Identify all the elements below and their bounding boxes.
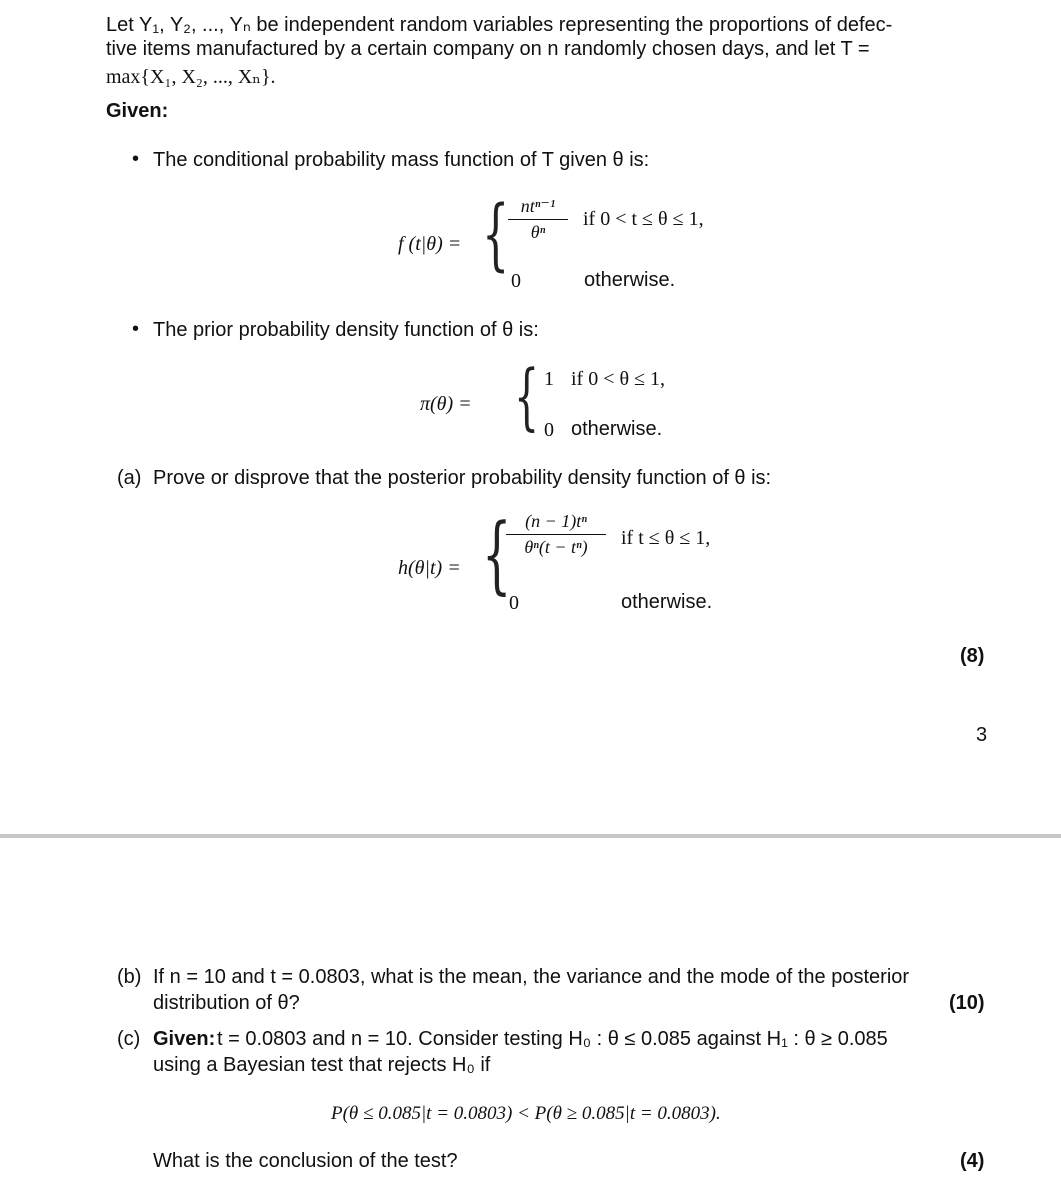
- left-brace-icon: {: [482, 505, 512, 603]
- page-number: 3: [976, 724, 988, 746]
- pmf-numerator: ntⁿ⁻¹: [520, 196, 556, 216]
- prior-lhs: π(θ) =: [420, 393, 472, 415]
- part-c-marks: (4): [960, 1150, 985, 1172]
- part-b-line-2: distribution of θ?: [153, 992, 300, 1014]
- fraction-bar: [506, 534, 606, 535]
- left-brace-icon: {: [482, 190, 510, 280]
- part-c-question: What is the conclusion of the test?: [153, 1150, 458, 1172]
- pmf-case1-condition: if 0 < t ≤ θ ≤ 1,: [583, 208, 704, 230]
- posterior-case1-condition: if t ≤ θ ≤ 1,: [621, 527, 711, 549]
- bullet-dot-icon: •: [132, 148, 140, 170]
- bullet-dot-icon: •: [132, 318, 140, 340]
- part-b-marks: (10): [949, 992, 985, 1014]
- posterior-numerator: (n − 1)tⁿ: [525, 511, 587, 531]
- part-c-label: (c): [117, 1028, 141, 1050]
- page-divider: [0, 834, 1061, 838]
- part-c-given: Given:: [153, 1028, 216, 1050]
- prior-case2-value: 0: [544, 419, 554, 441]
- bullet1-text: The conditional probability mass function of T given θ is:: [153, 149, 650, 171]
- intro-line-3: max{X₁, X₂, ..., Xₙ}.: [106, 66, 276, 88]
- prior-case1-condition: if 0 < θ ≤ 1,: [571, 368, 666, 390]
- fraction-bar: [508, 219, 568, 220]
- posterior-lhs: h(θ|t) =: [398, 557, 461, 579]
- pmf-case2-condition: otherwise.: [584, 269, 676, 291]
- part-b-line-1: If n = 10 and t = 0.0803, what is the mean, the variance and the mode of the posterior: [153, 966, 910, 988]
- part-c-equation: P(θ ≤ 0.085|t = 0.0803) < P(θ ≥ 0.085|t = 0.0803).: [331, 1103, 721, 1124]
- pmf-fraction: [508, 196, 568, 243]
- posterior-case2-value: 0: [509, 592, 519, 614]
- part-c-line-1: t = 0.0803 and n = 10. Consider testing H₀ : θ ≤ 0.085 against H₁ : θ ≥ 0.085: [217, 1028, 888, 1050]
- part-a-text: Prove or disprove that the posterior probability density function of θ is:: [153, 467, 772, 489]
- part-b-label: (b): [117, 966, 142, 988]
- pmf-case2-value: 0: [511, 270, 521, 292]
- intro-line-1: Let Y₁, Y₂, ..., Yₙ be independent random variables representing the proportions of defec-: [106, 14, 893, 36]
- part-a-label: (a): [117, 467, 142, 489]
- part-c-line-2: using a Bayesian test that rejects H₀ if: [153, 1054, 491, 1076]
- left-brace-icon: {: [514, 354, 540, 438]
- posterior-denominator: θⁿ(t − tⁿ): [524, 537, 588, 557]
- intro-line-2: tive items manufactured by a certain company on n randomly chosen days, and let T =: [106, 38, 870, 60]
- part-a-marks: (8): [960, 645, 985, 667]
- pmf-denominator: θⁿ: [530, 222, 546, 242]
- posterior-case2-condition: otherwise.: [621, 591, 713, 613]
- bullet2-text: The prior probability density function of θ is:: [153, 319, 539, 341]
- prior-case1-value: 1: [544, 368, 554, 390]
- given-heading: Given:: [106, 100, 169, 122]
- prior-case2-condition: otherwise.: [571, 418, 663, 440]
- pmf-lhs: f (t|θ) =: [398, 233, 462, 255]
- posterior-fraction: [506, 511, 606, 558]
